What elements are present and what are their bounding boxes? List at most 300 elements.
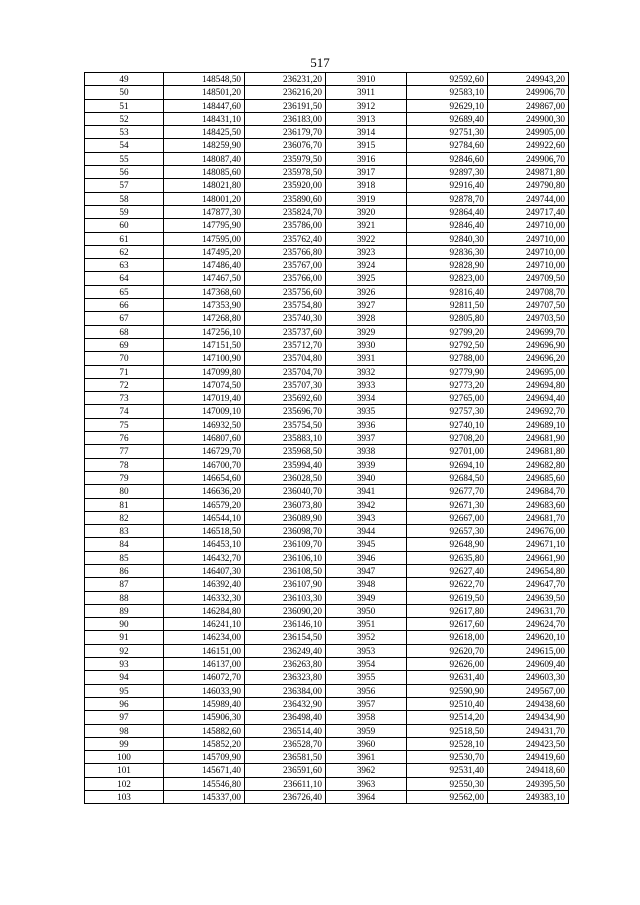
table-row	[85, 578, 569, 591]
cell-x-coordinate-2: 92694,10	[407, 458, 488, 471]
cell-y-coordinate-2: 249717,40	[488, 205, 569, 218]
cell-x-coordinate: 146137,00	[164, 658, 245, 671]
cell-x-coordinate: 145882,60	[164, 724, 245, 737]
cell-point-number: 50	[85, 86, 164, 99]
cell-y-coordinate-2: 249710,00	[488, 232, 569, 245]
cell-x-coordinate: 146518,50	[164, 525, 245, 538]
cell-point-number: 53	[85, 126, 164, 139]
cell-x-coordinate-2: 92530,70	[407, 751, 488, 764]
table-row	[85, 631, 569, 644]
cell-point-number: 83	[85, 525, 164, 538]
cell-point-number-2: 3913	[326, 112, 407, 125]
cell-x-coordinate: 146700,70	[164, 458, 245, 471]
cell-y-coordinate: 235978,50	[245, 166, 326, 179]
table-row	[85, 86, 569, 99]
table-row	[85, 564, 569, 577]
table-row	[85, 671, 569, 684]
cell-y-coordinate-2: 249696,90	[488, 338, 569, 351]
cell-x-coordinate: 146072,70	[164, 671, 245, 684]
table-row	[85, 684, 569, 697]
cell-point-number-2: 3951	[326, 618, 407, 631]
cell-point-number: 54	[85, 139, 164, 152]
cell-point-number-2: 3944	[326, 525, 407, 538]
cell-y-coordinate-2: 249871,80	[488, 166, 569, 179]
cell-x-coordinate: 146151,00	[164, 644, 245, 657]
cell-point-number-2: 3916	[326, 152, 407, 165]
cell-point-number: 75	[85, 418, 164, 431]
cell-y-coordinate: 235712,70	[245, 338, 326, 351]
cell-y-coordinate-2: 249692,70	[488, 405, 569, 418]
cell-point-number-2: 3954	[326, 658, 407, 671]
cell-point-number-2: 3938	[326, 445, 407, 458]
cell-point-number-2: 3929	[326, 325, 407, 338]
cell-y-coordinate: 236498,40	[245, 711, 326, 724]
cell-point-number-2: 3924	[326, 259, 407, 272]
cell-x-coordinate-2: 92846,40	[407, 219, 488, 232]
cell-point-number: 94	[85, 671, 164, 684]
cell-y-coordinate-2: 249867,00	[488, 99, 569, 112]
cell-point-number-2: 3962	[326, 764, 407, 777]
cell-point-number-2: 3933	[326, 378, 407, 391]
cell-point-number-2: 3935	[326, 405, 407, 418]
table-row	[85, 179, 569, 192]
table-row	[85, 485, 569, 498]
cell-y-coordinate-2: 249922,60	[488, 139, 569, 152]
cell-x-coordinate: 148087,40	[164, 152, 245, 165]
cell-x-coordinate-2: 92550,30	[407, 777, 488, 790]
cell-y-coordinate: 235979,50	[245, 152, 326, 165]
table-row	[85, 658, 569, 671]
cell-point-number-2: 3953	[326, 644, 407, 657]
table-row	[85, 432, 569, 445]
cell-point-number: 51	[85, 99, 164, 112]
cell-y-coordinate-2: 249418,60	[488, 764, 569, 777]
cell-x-coordinate-2: 92667,00	[407, 511, 488, 524]
table-row	[85, 166, 569, 179]
cell-point-number-2: 3949	[326, 591, 407, 604]
cell-point-number: 81	[85, 498, 164, 511]
cell-point-number-2: 3936	[326, 418, 407, 431]
table-row	[85, 538, 569, 551]
cell-point-number-2: 3937	[326, 432, 407, 445]
cell-x-coordinate-2: 92823,00	[407, 272, 488, 285]
table-row	[85, 73, 569, 86]
cell-x-coordinate: 145546,80	[164, 777, 245, 790]
cell-point-number: 67	[85, 312, 164, 325]
cell-x-coordinate: 147486,40	[164, 259, 245, 272]
cell-x-coordinate: 147099,80	[164, 365, 245, 378]
cell-x-coordinate-2: 92510,40	[407, 697, 488, 710]
cell-x-coordinate: 146807,60	[164, 432, 245, 445]
cell-y-coordinate-2: 249943,20	[488, 73, 569, 86]
table-row	[85, 312, 569, 325]
cell-y-coordinate-2: 249567,00	[488, 684, 569, 697]
cell-point-number: 57	[85, 179, 164, 192]
cell-y-coordinate-2: 249661,90	[488, 551, 569, 564]
cell-x-coordinate: 146932,50	[164, 418, 245, 431]
cell-point-number-2: 3941	[326, 485, 407, 498]
cell-x-coordinate: 145852,20	[164, 737, 245, 750]
cell-point-number-2: 3934	[326, 392, 407, 405]
cell-y-coordinate: 236528,70	[245, 737, 326, 750]
cell-x-coordinate-2: 92677,70	[407, 485, 488, 498]
cell-y-coordinate: 235766,00	[245, 272, 326, 285]
cell-y-coordinate: 236384,00	[245, 684, 326, 697]
table-row	[85, 751, 569, 764]
cell-x-coordinate: 147467,50	[164, 272, 245, 285]
cell-y-coordinate-2: 249423,50	[488, 737, 569, 750]
cell-point-number-2: 3926	[326, 285, 407, 298]
cell-y-coordinate: 235704,70	[245, 365, 326, 378]
cell-point-number-2: 3932	[326, 365, 407, 378]
table-row	[85, 272, 569, 285]
cell-x-coordinate: 145671,40	[164, 764, 245, 777]
cell-x-coordinate: 148501,20	[164, 86, 245, 99]
cell-point-number: 69	[85, 338, 164, 351]
table-row	[85, 511, 569, 524]
cell-y-coordinate: 236090,20	[245, 604, 326, 617]
cell-point-number: 97	[85, 711, 164, 724]
cell-x-coordinate-2: 92629,10	[407, 99, 488, 112]
cell-point-number-2: 3943	[326, 511, 407, 524]
cell-x-coordinate-2: 92618,00	[407, 631, 488, 644]
cell-y-coordinate: 236249,40	[245, 644, 326, 657]
cell-point-number: 93	[85, 658, 164, 671]
cell-x-coordinate-2: 92518,50	[407, 724, 488, 737]
cell-x-coordinate: 146284,80	[164, 604, 245, 617]
cell-y-coordinate: 236726,40	[245, 791, 326, 804]
cell-point-number: 92	[85, 644, 164, 657]
cell-point-number: 70	[85, 352, 164, 365]
cell-point-number: 87	[85, 578, 164, 591]
cell-point-number: 77	[85, 445, 164, 458]
table-row	[85, 325, 569, 338]
cell-point-number-2: 3930	[326, 338, 407, 351]
cell-x-coordinate-2: 92840,30	[407, 232, 488, 245]
cell-x-coordinate-2: 92590,90	[407, 684, 488, 697]
cell-x-coordinate-2: 92792,50	[407, 338, 488, 351]
table-row	[85, 365, 569, 378]
table-row	[85, 777, 569, 790]
cell-x-coordinate: 148548,50	[164, 73, 245, 86]
cell-y-coordinate: 235754,50	[245, 418, 326, 431]
cell-y-coordinate-2: 249383,10	[488, 791, 569, 804]
cell-y-coordinate: 236154,50	[245, 631, 326, 644]
cell-x-coordinate: 146453,10	[164, 538, 245, 551]
cell-y-coordinate: 236191,50	[245, 99, 326, 112]
cell-point-number: 58	[85, 192, 164, 205]
cell-x-coordinate-2: 92751,30	[407, 126, 488, 139]
cell-y-coordinate-2: 249647,70	[488, 578, 569, 591]
coordinates-table	[84, 72, 569, 804]
cell-y-coordinate: 236073,80	[245, 498, 326, 511]
table-row	[85, 392, 569, 405]
cell-y-coordinate: 235766,80	[245, 245, 326, 258]
cell-x-coordinate: 145337,00	[164, 791, 245, 804]
cell-y-coordinate: 235740,30	[245, 312, 326, 325]
cell-x-coordinate-2: 92916,40	[407, 179, 488, 192]
cell-x-coordinate-2: 92846,60	[407, 152, 488, 165]
cell-x-coordinate-2: 92657,30	[407, 525, 488, 538]
cell-x-coordinate: 146332,30	[164, 591, 245, 604]
table-row	[85, 99, 569, 112]
cell-y-coordinate: 235692,60	[245, 392, 326, 405]
cell-point-number-2: 3946	[326, 551, 407, 564]
cell-point-number: 88	[85, 591, 164, 604]
cell-x-coordinate-2: 92799,20	[407, 325, 488, 338]
cell-y-coordinate-2: 249696,20	[488, 352, 569, 365]
cell-x-coordinate: 147100,90	[164, 352, 245, 365]
cell-point-number: 102	[85, 777, 164, 790]
cell-y-coordinate: 235994,40	[245, 458, 326, 471]
cell-point-number-2: 3957	[326, 697, 407, 710]
cell-x-coordinate-2: 92897,30	[407, 166, 488, 179]
cell-y-coordinate: 235890,60	[245, 192, 326, 205]
cell-x-coordinate: 147495,20	[164, 245, 245, 258]
cell-point-number: 80	[85, 485, 164, 498]
cell-x-coordinate: 145989,40	[164, 697, 245, 710]
cell-point-number: 63	[85, 259, 164, 272]
cell-point-number: 56	[85, 166, 164, 179]
cell-y-coordinate: 236107,90	[245, 578, 326, 591]
cell-y-coordinate: 236611,10	[245, 777, 326, 790]
table-row	[85, 445, 569, 458]
cell-point-number-2: 3940	[326, 471, 407, 484]
cell-point-number: 99	[85, 737, 164, 750]
cell-point-number-2: 3964	[326, 791, 407, 804]
cell-x-coordinate-2: 92619,50	[407, 591, 488, 604]
cell-x-coordinate: 148259,90	[164, 139, 245, 152]
cell-point-number-2: 3939	[326, 458, 407, 471]
cell-x-coordinate: 147256,10	[164, 325, 245, 338]
cell-y-coordinate: 235707,30	[245, 378, 326, 391]
cell-point-number-2: 3956	[326, 684, 407, 697]
cell-x-coordinate: 147595,00	[164, 232, 245, 245]
cell-point-number-2: 3923	[326, 245, 407, 258]
cell-y-coordinate-2: 249639,50	[488, 591, 569, 604]
cell-point-number-2: 3915	[326, 139, 407, 152]
cell-x-coordinate-2: 92779,90	[407, 365, 488, 378]
cell-x-coordinate: 148001,20	[164, 192, 245, 205]
cell-point-number-2: 3945	[326, 538, 407, 551]
cell-y-coordinate-2: 249710,00	[488, 245, 569, 258]
cell-y-coordinate: 235754,80	[245, 299, 326, 312]
table-row	[85, 232, 569, 245]
cell-x-coordinate: 148447,60	[164, 99, 245, 112]
cell-y-coordinate-2: 249681,90	[488, 432, 569, 445]
cell-x-coordinate-2: 92689,40	[407, 112, 488, 125]
table-row	[85, 219, 569, 232]
cell-y-coordinate-2: 249609,40	[488, 658, 569, 671]
cell-y-coordinate-2: 249906,70	[488, 152, 569, 165]
cell-y-coordinate: 236323,80	[245, 671, 326, 684]
cell-point-number: 90	[85, 618, 164, 631]
cell-y-coordinate-2: 249654,80	[488, 564, 569, 577]
page-number: 517	[310, 55, 330, 70]
cell-x-coordinate-2: 92788,00	[407, 352, 488, 365]
cell-point-number-2: 3963	[326, 777, 407, 790]
cell-point-number: 59	[85, 205, 164, 218]
cell-y-coordinate: 236098,70	[245, 525, 326, 538]
cell-point-number-2: 3928	[326, 312, 407, 325]
cell-x-coordinate-2: 92528,10	[407, 737, 488, 750]
cell-x-coordinate-2: 92805,80	[407, 312, 488, 325]
cell-point-number: 89	[85, 604, 164, 617]
cell-x-coordinate: 146579,20	[164, 498, 245, 511]
cell-y-coordinate-2: 249684,70	[488, 485, 569, 498]
cell-x-coordinate-2: 92562,00	[407, 791, 488, 804]
table-row	[85, 618, 569, 631]
cell-x-coordinate-2: 92773,20	[407, 378, 488, 391]
cell-x-coordinate: 147019,40	[164, 392, 245, 405]
cell-point-number-2: 3925	[326, 272, 407, 285]
cell-y-coordinate: 236076,70	[245, 139, 326, 152]
cell-y-coordinate: 236514,40	[245, 724, 326, 737]
cell-x-coordinate-2: 92622,70	[407, 578, 488, 591]
table-row	[85, 791, 569, 804]
cell-x-coordinate-2: 92816,40	[407, 285, 488, 298]
cell-point-number: 84	[85, 538, 164, 551]
cell-x-coordinate-2: 92514,20	[407, 711, 488, 724]
cell-y-coordinate-2: 249419,60	[488, 751, 569, 764]
cell-y-coordinate-2: 249681,70	[488, 511, 569, 524]
cell-x-coordinate-2: 92701,00	[407, 445, 488, 458]
cell-y-coordinate-2: 249671,10	[488, 538, 569, 551]
cell-x-coordinate: 147074,50	[164, 378, 245, 391]
cell-point-number: 52	[85, 112, 164, 125]
table-row	[85, 418, 569, 431]
cell-point-number: 66	[85, 299, 164, 312]
cell-x-coordinate-2: 92878,70	[407, 192, 488, 205]
cell-y-coordinate: 236231,20	[245, 73, 326, 86]
cell-point-number: 96	[85, 697, 164, 710]
cell-x-coordinate-2: 92626,00	[407, 658, 488, 671]
cell-point-number-2: 3958	[326, 711, 407, 724]
cell-y-coordinate: 236040,70	[245, 485, 326, 498]
cell-x-coordinate: 146392,40	[164, 578, 245, 591]
cell-y-coordinate-2: 249906,70	[488, 86, 569, 99]
cell-x-coordinate: 147353,90	[164, 299, 245, 312]
table-row	[85, 498, 569, 511]
cell-point-number: 73	[85, 392, 164, 405]
cell-y-coordinate-2: 249708,70	[488, 285, 569, 298]
cell-y-coordinate: 236146,10	[245, 618, 326, 631]
cell-x-coordinate: 148085,60	[164, 166, 245, 179]
cell-x-coordinate: 145906,30	[164, 711, 245, 724]
table-row	[85, 126, 569, 139]
cell-y-coordinate: 235762,40	[245, 232, 326, 245]
cell-y-coordinate-2: 249710,00	[488, 219, 569, 232]
table-row	[85, 112, 569, 125]
cell-y-coordinate-2: 249631,70	[488, 604, 569, 617]
cell-y-coordinate-2: 249689,10	[488, 418, 569, 431]
cell-y-coordinate-2: 249694,40	[488, 392, 569, 405]
cell-y-coordinate-2: 249707,50	[488, 299, 569, 312]
cell-y-coordinate-2: 249434,90	[488, 711, 569, 724]
cell-y-coordinate: 235786,00	[245, 219, 326, 232]
cell-x-coordinate-2: 92740,10	[407, 418, 488, 431]
cell-y-coordinate: 236591,60	[245, 764, 326, 777]
table-row	[85, 259, 569, 272]
table-row	[85, 245, 569, 258]
cell-point-number: 100	[85, 751, 164, 764]
cell-y-coordinate-2: 249681,80	[488, 445, 569, 458]
cell-x-coordinate: 148431,10	[164, 112, 245, 125]
cell-point-number: 65	[85, 285, 164, 298]
cell-point-number-2: 3942	[326, 498, 407, 511]
cell-y-coordinate: 235767,00	[245, 259, 326, 272]
table-row	[85, 764, 569, 777]
cell-y-coordinate: 235756,60	[245, 285, 326, 298]
cell-y-coordinate-2: 249603,30	[488, 671, 569, 684]
cell-y-coordinate-2: 249703,50	[488, 312, 569, 325]
cell-y-coordinate: 236179,70	[245, 126, 326, 139]
cell-x-coordinate-2: 92592,60	[407, 73, 488, 86]
cell-x-coordinate-2: 92811,50	[407, 299, 488, 312]
cell-x-coordinate: 147368,60	[164, 285, 245, 298]
cell-point-number-2: 3952	[326, 631, 407, 644]
table-row	[85, 405, 569, 418]
cell-point-number: 64	[85, 272, 164, 285]
cell-x-coordinate: 147268,80	[164, 312, 245, 325]
cell-point-number-2: 3922	[326, 232, 407, 245]
cell-y-coordinate: 236109,70	[245, 538, 326, 551]
cell-y-coordinate: 236263,80	[245, 658, 326, 671]
cell-y-coordinate: 236089,90	[245, 511, 326, 524]
cell-x-coordinate: 146432,70	[164, 551, 245, 564]
cell-point-number: 72	[85, 378, 164, 391]
cell-x-coordinate: 146636,20	[164, 485, 245, 498]
table-row	[85, 551, 569, 564]
cell-y-coordinate-2: 249620,10	[488, 631, 569, 644]
cell-point-number-2: 3911	[326, 86, 407, 99]
cell-x-coordinate-2: 92617,80	[407, 604, 488, 617]
cell-point-number-2: 3914	[326, 126, 407, 139]
table-row	[85, 471, 569, 484]
cell-point-number: 76	[85, 432, 164, 445]
cell-point-number: 78	[85, 458, 164, 471]
cell-y-coordinate-2: 249676,00	[488, 525, 569, 538]
cell-x-coordinate: 146544,10	[164, 511, 245, 524]
table-row	[85, 697, 569, 710]
table-row	[85, 591, 569, 604]
cell-x-coordinate-2: 92627,40	[407, 564, 488, 577]
table-row	[85, 724, 569, 737]
cell-point-number: 74	[85, 405, 164, 418]
cell-point-number: 60	[85, 219, 164, 232]
cell-point-number: 68	[85, 325, 164, 338]
cell-x-coordinate: 146033,90	[164, 684, 245, 697]
table-row	[85, 644, 569, 657]
cell-y-coordinate-2: 249624,70	[488, 618, 569, 631]
cell-point-number-2: 3950	[326, 604, 407, 617]
cell-x-coordinate-2: 92828,90	[407, 259, 488, 272]
cell-y-coordinate-2: 249744,00	[488, 192, 569, 205]
cell-point-number-2: 3912	[326, 99, 407, 112]
cell-y-coordinate: 236432,90	[245, 697, 326, 710]
cell-point-number: 49	[85, 73, 164, 86]
cell-x-coordinate-2: 92765,00	[407, 392, 488, 405]
table-row	[85, 285, 569, 298]
table-row	[85, 205, 569, 218]
table-row	[85, 378, 569, 391]
cell-point-number-2: 3961	[326, 751, 407, 764]
cell-point-number: 79	[85, 471, 164, 484]
cell-y-coordinate-2: 249699,70	[488, 325, 569, 338]
cell-point-number: 86	[85, 564, 164, 577]
cell-y-coordinate: 236108,50	[245, 564, 326, 577]
cell-point-number: 61	[85, 232, 164, 245]
